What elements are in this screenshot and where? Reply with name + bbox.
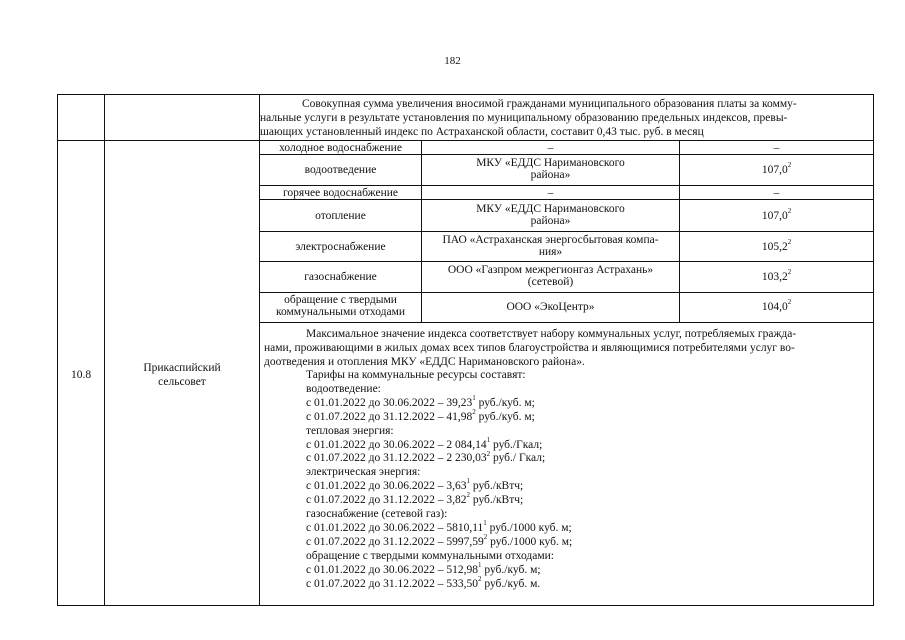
row-divider: [259, 185, 873, 186]
service-name: горячее водоснабжение: [283, 187, 398, 199]
page-number: 182: [444, 55, 461, 67]
service-name: электроснабжение: [295, 241, 386, 253]
tariff-text: Тарифы на коммунальные ресурсы составят:: [306, 369, 526, 381]
tariff-line: [264, 466, 870, 480]
tariff-line: [264, 560, 870, 578]
tariff-text: с 01.07.2022 до 31.12.2022 – 3,82: [306, 494, 467, 507]
tariff-text: электрическая энергия:: [306, 466, 421, 479]
org-line: района»: [530, 215, 571, 227]
service-org: [422, 234, 679, 258]
index-value: –: [773, 187, 780, 199]
tariff-line: [264, 369, 870, 383]
org-line: ООО «Газпром межрегионгаз Астрахань»: [447, 264, 654, 276]
index-value: 107,0: [761, 164, 788, 176]
tariff-text: с 01.01.2022 до 30.06.2022 – 39,23: [306, 396, 473, 409]
service-org: –: [547, 142, 554, 154]
tariff-footnote: 2: [466, 491, 470, 500]
service-org: –: [547, 187, 554, 199]
tariff-line: [264, 449, 870, 466]
row-divider: [259, 231, 873, 232]
index-footnote: 2: [787, 298, 792, 307]
tariff-text: водоотведение:: [306, 382, 381, 395]
tariff-footnote: 1: [466, 477, 470, 486]
org-line: ПАО «Астраханская энергосбытовая компа-: [442, 234, 659, 246]
tariff-unit: руб./куб. м;: [481, 563, 541, 576]
index-value: 103,2: [761, 271, 788, 283]
service-name: газоснабжение: [304, 271, 377, 283]
org-line: (сетевой): [527, 276, 574, 288]
tariff-footnote: 1: [483, 519, 487, 528]
tariff-line: [264, 407, 870, 425]
tariff-text: с 01.01.2022 до 30.06.2022 – 3,63: [306, 480, 467, 493]
tariff-text: с 01.01.2022 до 30.06.2022 – 2 084,14: [306, 438, 487, 451]
tariff-unit: руб./кВтч;: [469, 480, 524, 493]
row-name-line: сельсовет: [158, 376, 206, 388]
org-line: района»: [530, 169, 571, 181]
tariff-unit: руб./1000 куб. м;: [487, 535, 573, 548]
service-name: [260, 294, 421, 318]
intro-line: шающих установленный индекс по Астраханской области, составит 0,43 тыс. руб. в месяц: [260, 126, 704, 138]
tariff-line: [264, 491, 870, 508]
service-index: [680, 207, 873, 222]
tariff-text: с 01.07.2022 до 31.12.2022 – 2 230,03: [306, 452, 487, 465]
service-org: [422, 203, 679, 227]
service-org: ООО «ЭкоЦентр»: [506, 301, 595, 313]
tariff-footnote: 2: [472, 407, 476, 416]
tariff-line: [264, 508, 870, 522]
row-divider: [259, 322, 873, 323]
max-index-line: доотведения и отопления МКУ «ЕДДС Наримановского района».: [264, 356, 585, 368]
org-line: ния»: [538, 246, 563, 258]
tariff-unit: руб./кВтч;: [469, 494, 524, 507]
row-divider: [259, 292, 873, 293]
intro-line: нальные услуги в результате установления по муниципальному образованию предельных индексов, превы-: [260, 112, 788, 124]
tariff-text: с 01.01.2022 до 30.06.2022 – 512,98: [306, 563, 478, 576]
row-divider: [259, 261, 873, 262]
tariff-text: с 01.07.2022 до 31.12.2022 – 41,98: [306, 410, 473, 423]
column-divider: [104, 95, 105, 605]
index-footnote: 2: [787, 207, 792, 216]
index-footnote: 2: [787, 238, 792, 247]
index-value: 104,0: [761, 301, 788, 313]
tariff-text: газоснабжение (сетевой газ):: [306, 508, 448, 521]
row-divider: [259, 199, 873, 200]
index-footnote: 2: [787, 161, 792, 170]
tariff-footnote: 1: [486, 435, 491, 444]
tariff-unit: руб./1000 куб. м;: [486, 521, 572, 534]
service-name: холодное водоснабжение: [279, 142, 402, 154]
tariff-footnote: 2: [486, 449, 491, 458]
tariff-line: [264, 393, 870, 411]
tariff-table: [57, 94, 874, 606]
service-line: коммунальными отходами: [275, 306, 406, 318]
tariff-line: [264, 425, 870, 439]
tariff-list: [264, 369, 870, 592]
tariff-text: обращение с твердыми коммунальными отходами:: [306, 549, 554, 562]
tariff-line: [264, 550, 870, 564]
tariff-text: с 01.07.2022 до 31.12.2022 – 533,50: [306, 577, 478, 590]
tariff-unit: руб./куб. м;: [475, 396, 535, 409]
index-footnote: 2: [787, 268, 792, 277]
service-index: [680, 238, 873, 253]
service-name: отопление: [315, 210, 366, 222]
service-org: [422, 157, 679, 181]
tariff-text: тепловая энергия:: [306, 424, 394, 437]
max-index-line: нами, проживающими в жилых домах всех типов благоустройства и являющимися потребителями услуг во-: [264, 342, 795, 354]
tariff-line: [264, 477, 870, 494]
org-line: МКУ «ЕДДС Наримановского: [476, 157, 625, 169]
tariff-line: [264, 383, 870, 397]
tariff-unit: руб./ Гкал;: [490, 452, 546, 465]
tariff-line: [264, 533, 870, 550]
row-divider: [259, 154, 873, 155]
row-name-line: Прикаспийский: [143, 362, 221, 374]
org-line: МКУ «ЕДДС Наримановского: [476, 203, 625, 215]
index-value: 105,2: [761, 241, 788, 253]
max-index-line: Максимальное значение индекса соответствует набору коммунальных услуг, потребляемых гражда-: [306, 328, 797, 340]
row-divider: [58, 140, 873, 141]
intro-paragraph: [260, 97, 870, 139]
tariff-footnote: 1: [472, 393, 476, 402]
tariff-line: [264, 574, 870, 592]
service-index: [680, 268, 873, 283]
tariff-unit: руб./куб. м.: [481, 577, 541, 590]
index-value: 107,0: [761, 210, 788, 222]
tariff-unit: руб./Гкал;: [490, 438, 543, 451]
row-number: 10.8: [70, 369, 92, 381]
index-value: –: [773, 142, 780, 154]
service-org: [422, 264, 679, 288]
tariff-text: с 01.01.2022 до 30.06.2022 – 5810,11: [306, 521, 484, 534]
tariff-description: [264, 327, 870, 592]
service-index: [680, 161, 873, 176]
service-line: обращение с твердыми: [284, 294, 397, 306]
service-index: [680, 298, 873, 313]
tariff-line: [264, 519, 870, 536]
row-name: [105, 361, 259, 389]
tariff-footnote: 1: [477, 560, 482, 569]
tariff-unit: руб./куб. м;: [475, 410, 535, 423]
tariff-footnote: 2: [477, 574, 482, 583]
tariff-text: с 01.07.2022 до 31.12.2022 – 5997,59: [306, 535, 484, 548]
tariff-line: [264, 435, 870, 453]
intro-line: Совокупная сумма увеличения вносимой гражданами муниципального образования платы за комму-: [302, 98, 797, 110]
service-name: водоотведение: [304, 164, 377, 176]
service-index: [680, 187, 873, 199]
tariff-footnote: 2: [483, 533, 488, 542]
service-index: [680, 142, 873, 154]
